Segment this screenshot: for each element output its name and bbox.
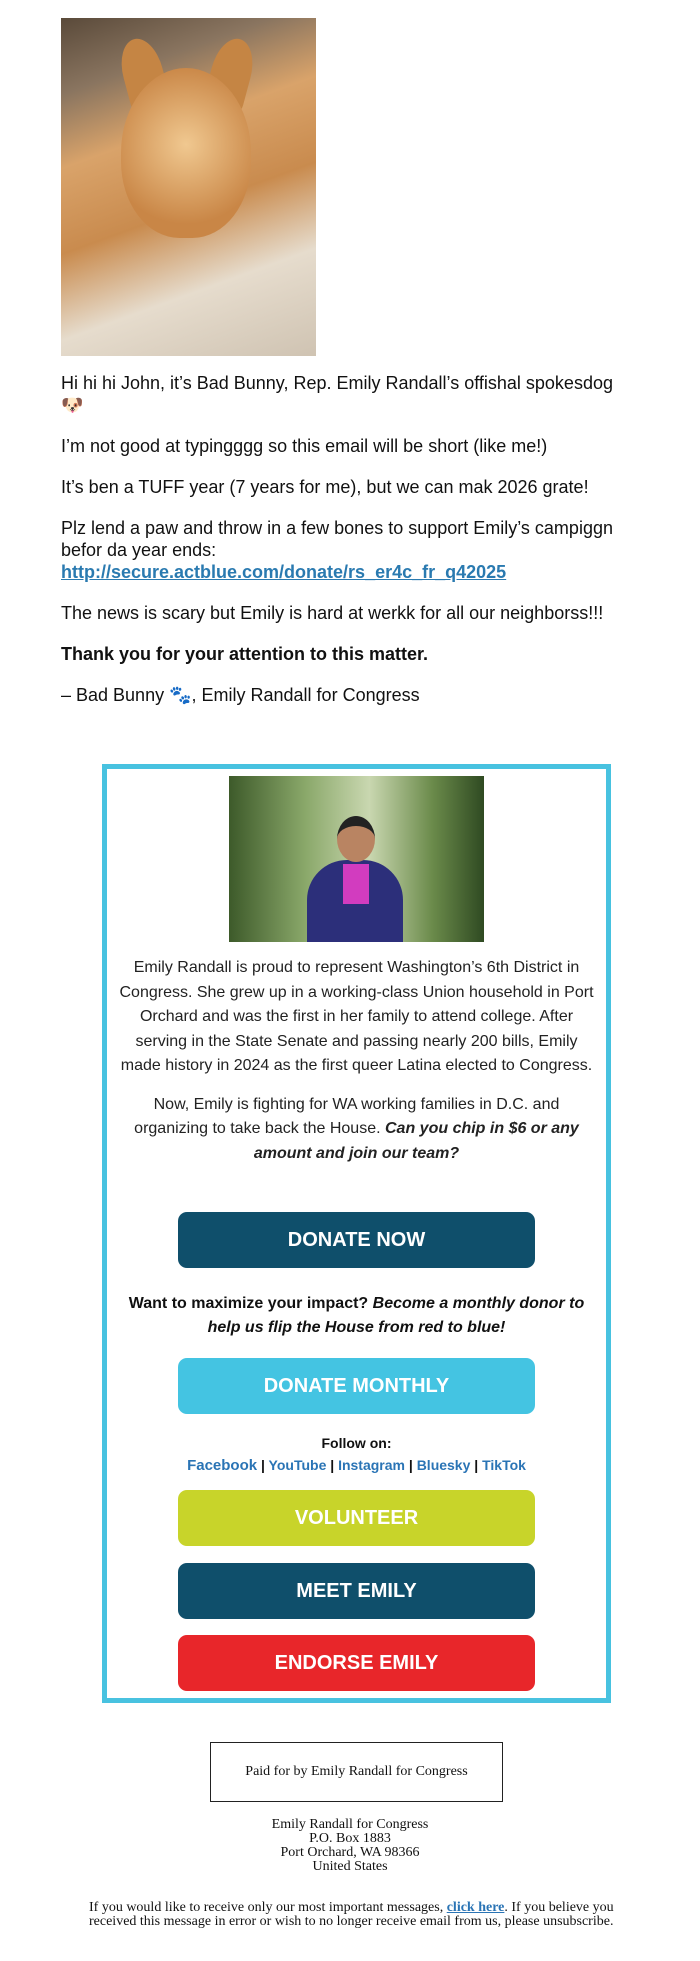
bluesky-link[interactable]: Bluesky xyxy=(416,1457,471,1473)
paragraph: Plz lend a paw and throw in a few bones to support Emily’s campiggn befor da year ends: xyxy=(61,518,613,560)
facebook-link[interactable]: Facebook xyxy=(187,1457,258,1474)
emily-portrait xyxy=(229,776,484,942)
address-line: Emily Randall for Congress xyxy=(271,1817,429,1832)
mailing-address xyxy=(0,1818,700,1874)
now-text: Now, Emily is fighting for WA working families in D.C. and organizing to take back the House. xyxy=(134,1095,560,1137)
follow-label: Follow on: xyxy=(321,1435,392,1451)
paw-emoji-icon: 🐾 xyxy=(169,685,192,705)
endorse-emily-button[interactable]: ENDORSE EMILY xyxy=(178,1635,535,1691)
maximize-text: Want to maximize your impact? xyxy=(128,1295,369,1312)
signature-org: , Emily Randall for Congress xyxy=(191,685,420,705)
unsubscribe-note xyxy=(89,1901,649,1929)
bio-text: Emily Randall is proud to represent Washington’s 6th District in Congress. She grew up in a working-class Union household in Port Orchard and was the first in her family to attend college. After serving in the State Senate and passing nearly 200 bills, Emily made history in 2024 as the first queer Latina elected to Congress. xyxy=(119,959,594,1074)
address-line: United States xyxy=(312,1859,388,1874)
paragraph: It’s ben a TUFF year (7 years for me), but we can mak 2026 grate! xyxy=(61,477,589,497)
dog-emoji-icon: 🐶 xyxy=(61,395,84,415)
greeting: Hi hi hi John, it’s Bad Bunny, Rep. Emily Randall’s offishal spokesdog xyxy=(61,373,613,393)
address-line: Port Orchard, WA 98366 xyxy=(280,1845,420,1860)
paragraph: The news is scary but Emily is hard at werkk for all our neighborss!!! xyxy=(61,603,604,623)
pref-text: If you would like to receive only our most important messages, xyxy=(89,1900,447,1915)
click-here-link[interactable]: click here xyxy=(446,1900,505,1915)
meet-emily-button[interactable]: MEET EMILY xyxy=(178,1563,535,1619)
paragraph-bold: Thank you for your attention to this matter. xyxy=(61,644,429,664)
campaign-box xyxy=(102,764,611,1703)
instagram-link[interactable]: Instagram xyxy=(338,1457,405,1473)
ask-text: Can you chip in $6 or any amount and join our team? xyxy=(253,1120,579,1162)
signature-name: – Bad Bunny xyxy=(61,685,165,705)
letter-body xyxy=(61,372,641,725)
paragraph: I’m not good at typingggg so this email will be short (like me!) xyxy=(61,436,548,456)
separator: | xyxy=(474,1457,479,1473)
donate-monthly-button[interactable]: DONATE MONTHLY xyxy=(178,1358,535,1414)
youtube-link[interactable]: YouTube xyxy=(268,1457,327,1473)
dog-photo xyxy=(61,18,316,356)
separator: | xyxy=(408,1457,413,1473)
donate-now-button[interactable]: DONATE NOW xyxy=(178,1212,535,1268)
signature xyxy=(61,684,641,706)
donate-link[interactable]: http://secure.actblue.com/donate/rs_er4c_fr_q42025 xyxy=(61,562,507,582)
separator: | xyxy=(330,1457,335,1473)
pref-text-after: . If you believe you received this message in error or wish to no longer receive email from us, please unsubscribe. xyxy=(89,1900,614,1929)
volunteer-button[interactable]: VOLUNTEER xyxy=(178,1490,535,1546)
address-line: P.O. Box 1883 xyxy=(309,1831,391,1846)
tiktok-link[interactable]: TikTok xyxy=(482,1457,526,1473)
monthly-text: Become a monthly donor to help us flip the House from red to blue! xyxy=(207,1295,585,1336)
paid-for-disclaimer: Paid for by Emily Randall for Congress xyxy=(210,1742,503,1802)
separator: | xyxy=(260,1457,265,1473)
